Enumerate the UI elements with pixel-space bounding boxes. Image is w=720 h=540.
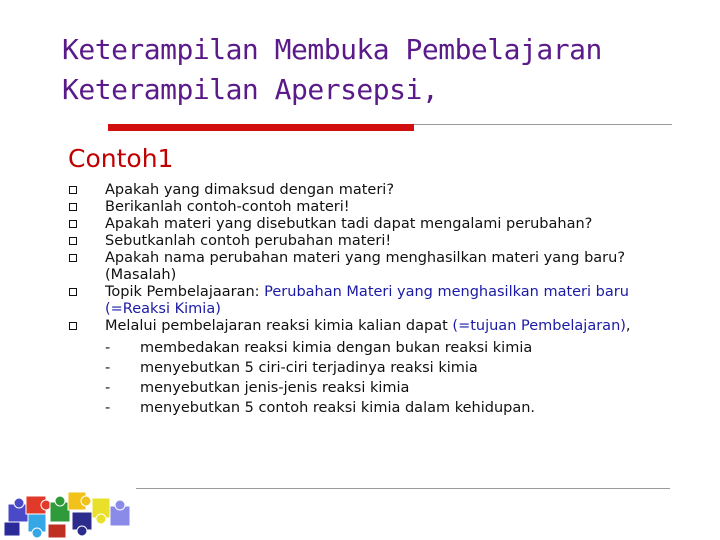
bullet-text: Sebutkanlah contoh perubahan materi! bbox=[105, 233, 392, 249]
footer-divider-line bbox=[100, 488, 670, 489]
slide-title-line-1: Keterampilan Membuka Pembelajaran bbox=[62, 33, 602, 66]
square-bullet-icon bbox=[69, 186, 77, 194]
square-bullet-icon bbox=[69, 322, 77, 330]
square-bullet-icon bbox=[69, 203, 77, 211]
dash-marker: - bbox=[105, 340, 111, 356]
bullet-item bbox=[68, 318, 698, 335]
square-bullet-icon bbox=[69, 254, 77, 262]
bullet-item bbox=[68, 284, 698, 318]
square-bullet-icon bbox=[69, 237, 77, 245]
bullet-text: Berikanlah contoh-contoh materi! bbox=[105, 199, 350, 215]
slide-title-line-2: Keterampilan Apersepsi, bbox=[62, 73, 439, 106]
topic-highlight: Perubahan Materi yang menghasilkan materi baru (=Reaksi Kimia) bbox=[105, 284, 629, 317]
slide-subtitle: Contoh1 bbox=[68, 144, 174, 173]
square-bullet-icon bbox=[69, 288, 77, 296]
bullet-text: Topik Pembelajaaran: bbox=[105, 284, 265, 300]
sub-item-text: menyebutkan 5 ciri-ciri terjadinya reaksi kimia bbox=[140, 360, 478, 376]
dash-marker: - bbox=[105, 360, 111, 376]
bullet-item bbox=[68, 233, 698, 250]
sub-item bbox=[68, 378, 698, 398]
bullet-item bbox=[68, 199, 698, 216]
sub-item bbox=[68, 338, 698, 358]
sub-item bbox=[68, 358, 698, 378]
goal-highlight: (=tujuan Pembelajaran) bbox=[452, 318, 626, 334]
bullet-item bbox=[68, 182, 698, 199]
dash-marker: - bbox=[105, 380, 111, 396]
sub-item-text: menyebutkan jenis-jenis reaksi kimia bbox=[140, 380, 410, 396]
jigsaw-puzzle-pieces-icon bbox=[2, 486, 136, 540]
bullet-list bbox=[68, 182, 698, 418]
sub-item bbox=[68, 398, 698, 418]
square-bullet-icon bbox=[69, 220, 77, 228]
slide-title bbox=[62, 30, 702, 110]
title-accent-bar bbox=[108, 124, 414, 131]
sub-item-text: menyebutkan 5 contoh reaksi kimia dalam kehidupan. bbox=[140, 400, 536, 416]
dash-marker: - bbox=[105, 400, 111, 416]
bullet-item bbox=[68, 250, 698, 284]
bullet-item bbox=[68, 216, 698, 233]
bullet-text: Apakah materi yang disebutkan tadi dapat mengalami perubahan? bbox=[105, 216, 593, 232]
sub-item-text: membedakan reaksi kimia dengan bukan reaksi kimia bbox=[140, 340, 533, 356]
bullet-text: Melalui pembelajaran reaksi kimia kalian dapat bbox=[105, 318, 453, 334]
bullet-text: Apakah nama perubahan materi yang menghasilkan materi yang baru? (Masalah) bbox=[105, 250, 626, 283]
bullet-text-suffix: , bbox=[625, 318, 631, 334]
bullet-text: Apakah yang dimaksud dengan materi? bbox=[105, 182, 395, 198]
